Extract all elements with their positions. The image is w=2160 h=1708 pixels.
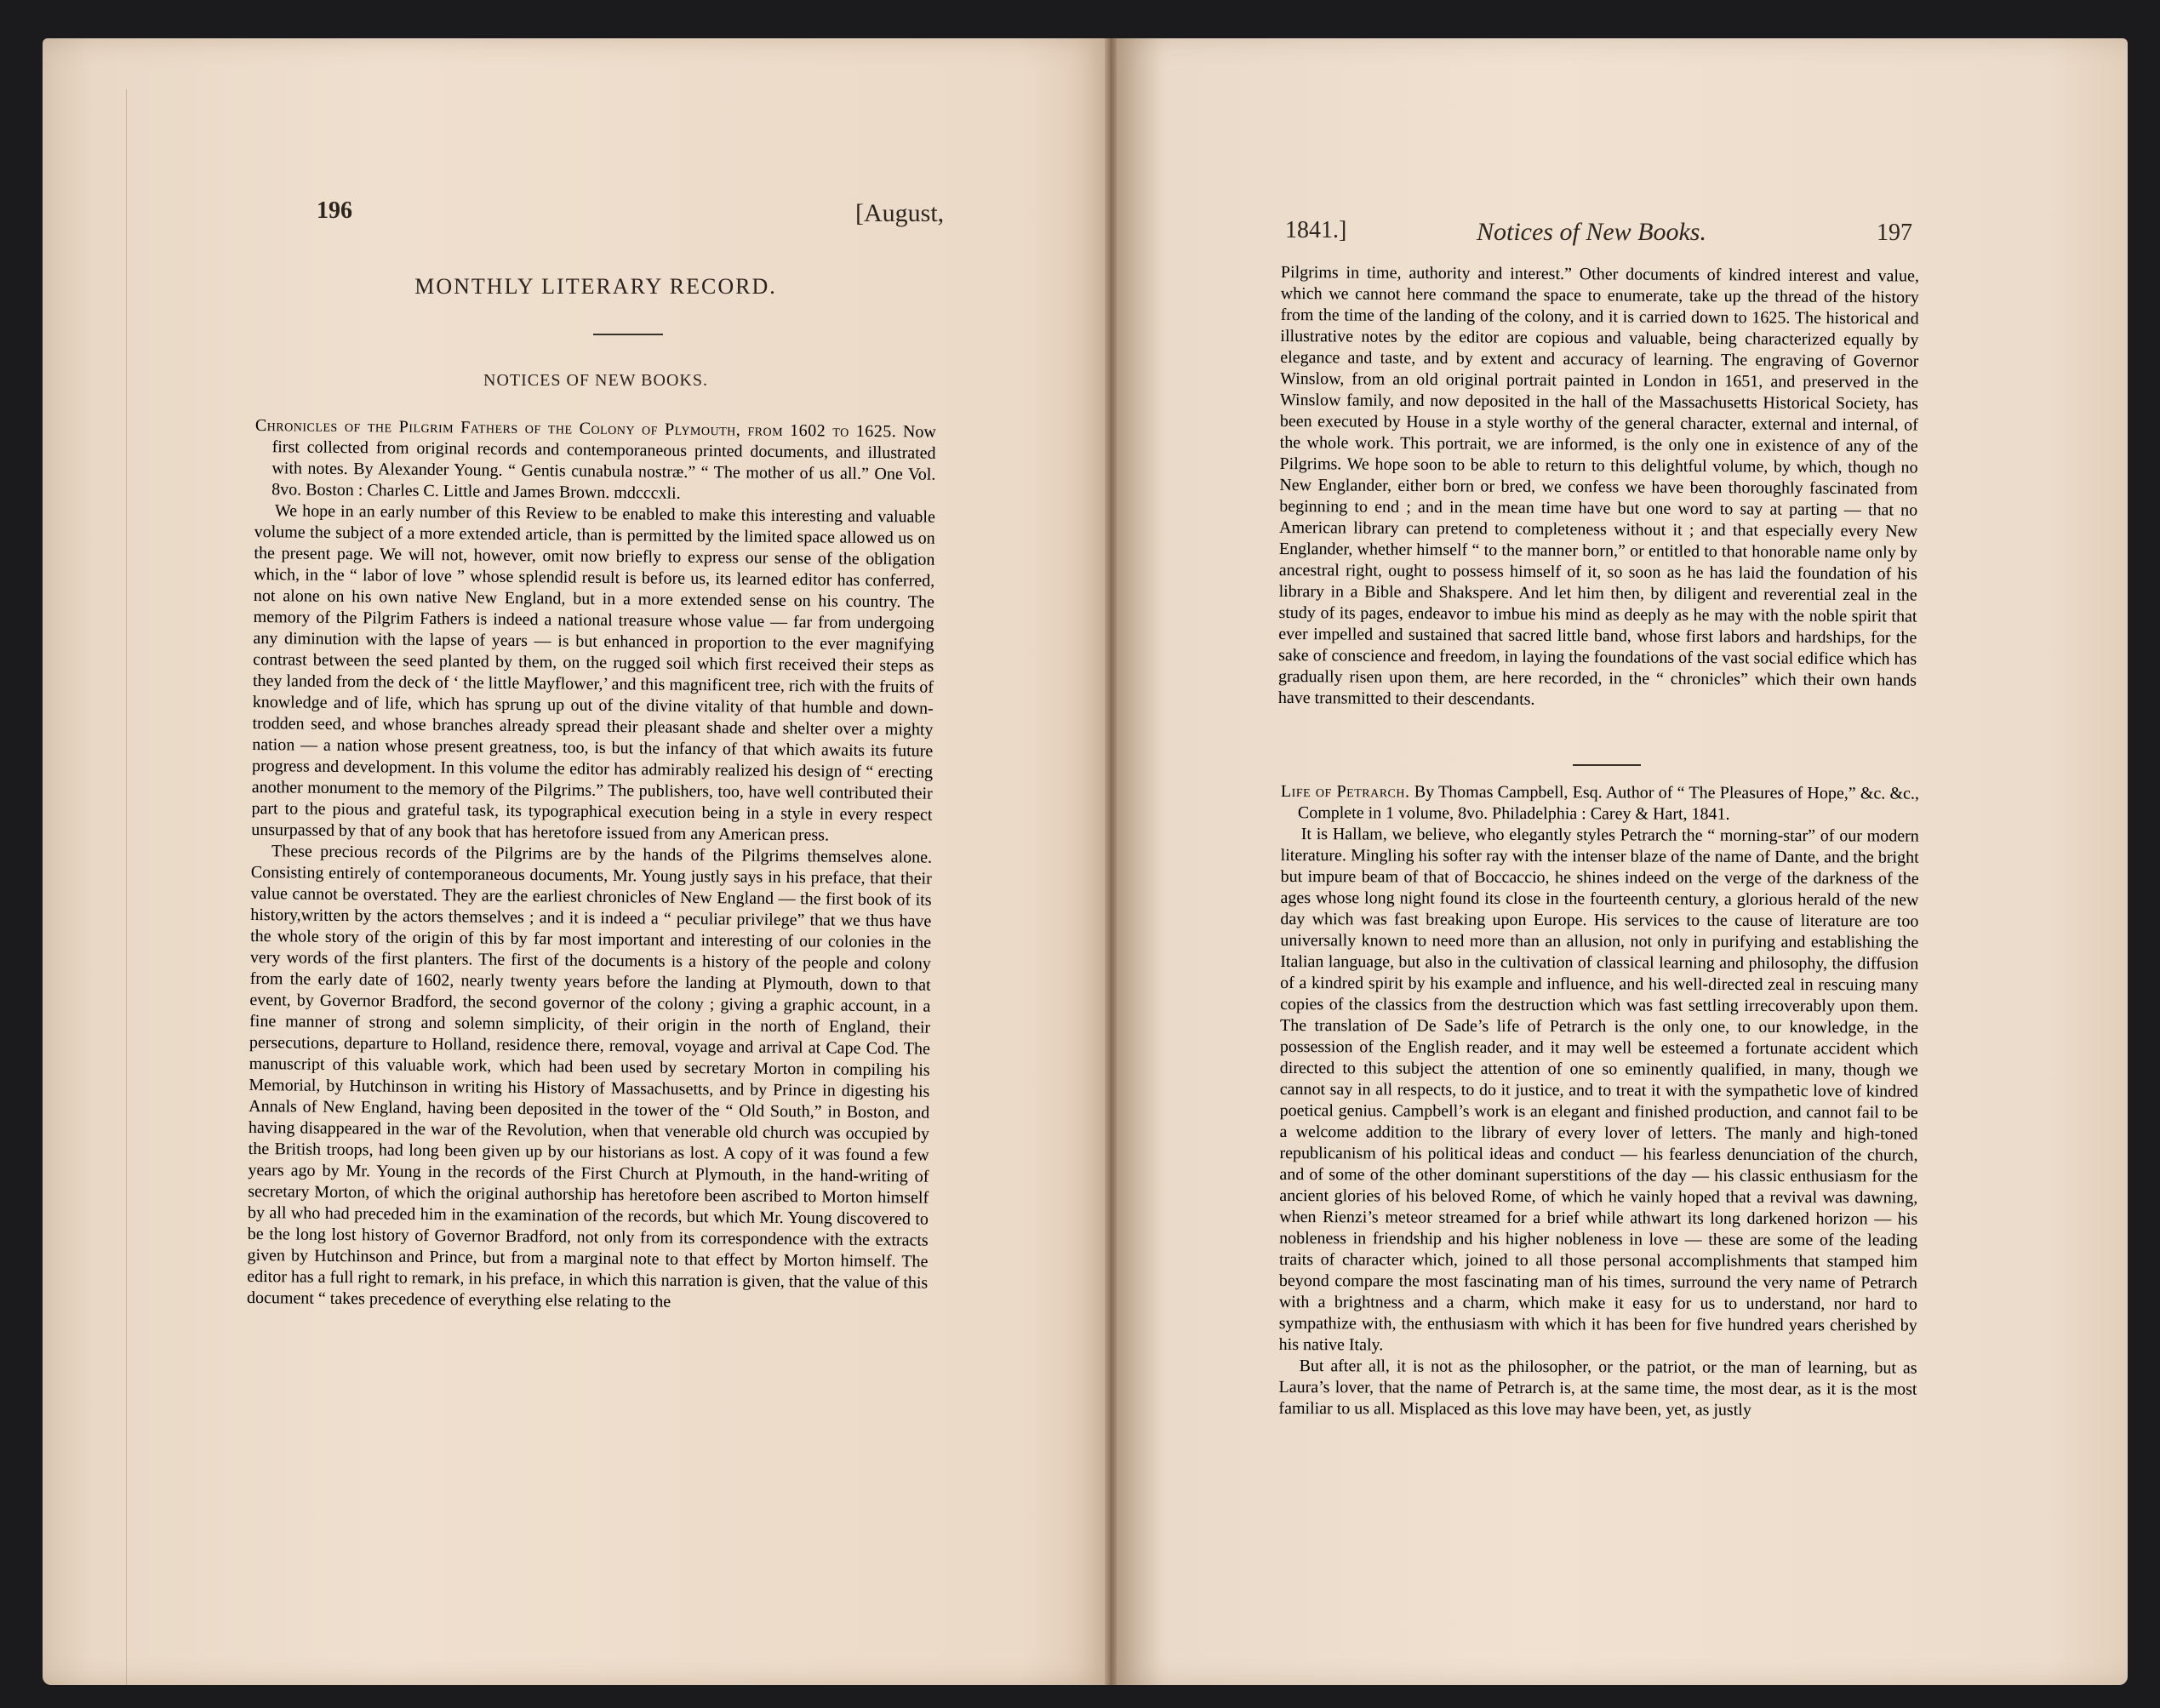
gutter-shadow [1111, 38, 1162, 1685]
book-entry-chronicles [254, 415, 936, 507]
right-running-year: 1841.] [1285, 217, 1347, 243]
paragraph: It is Hallam, we believe, who elegantly styles Petrarch the “ morning-star” of our modern literature. Mingling his softer ray with the intenser blaze of the name of Dante, and the bright but impure beam of that of Boccaccio, he shines indeed on the verge of the darkness of the ages whose long night found its close in the fourteenth century, a glorious herald of the new day which was fast breaking upon Europe. His services to the cause of literature are too universally known to need more than an allusion, not only in purifying and establishing the Italian language, but also in the cultivation of classical learning and philosophy, the diffusion of a kindred spirit by his example and influence, and his well-directed zeal in rescuing many copies of the classics from the destruction which was fast settling irrecoverably upon them. The translation of De Sade’s life of Petrarch is the only one, to our knowledge, in the possession of the English reader, and it may well be esteemed a fortunate accident which directed to this subject the attention of one so eminently qualified, in many, though we cannot say in all respects, to do it justice, and to treat it with the sympathetic love of kindred poetical genius. Campbell’s work is an elegant and finished production, and cannot fail to be a welcome addition to the library of every lover of letters. The manly and high-toned republicanism of his political ideas and conduct — his fearless denunciation of the church, and of some of the other dominant superstitions of the day — his classic enthusiasm for the ancient glories of his beloved Rome, of which he vainly hoped that a revival was dawning, when Rienzi’s meteor streamed for a brief while athwart its long darkened horizon — his nobleness in friendship and his higher nobleness in love — these are some of the leading traits of character which, joined to all those personal accomplishments that stamped him beyond compare the most fascinating man of his times, surround the very name of Petrarch with a brightness and a charm, which make it easy for us to understand, nor hard to sympathize with, the enthusiasm with which it has been for five hundred years cherished by his native Italy. [1278, 825, 1919, 1355]
right-text-column-top [1278, 262, 1919, 713]
left-running-head: [August, [855, 199, 945, 227]
paragraph: We hope in an early number of this Review to be enabled to make this interesting and valuable volume the subject of a more extended article, than is permitted by the limited space allowed us on the present page. We will not, however, omit now briefly to express our sense of the obligation which, in the “ labor of love ” whose splendid result is before us, its learned editor has conferred, not alone on his own native New England, but in a more extended sense on his country. The memory of the Pilgrim Fathers is indeed a national treasure whose value — far from undergoing any diminution with the lapse of years — is but enhanced in proportion to the ever magnifying contrast between the seed planted by them, on the rugged soil which first received their steps as they landed from the deck of ‘ the little Mayflower,’ and this magnificent tree, rich with the fruits of knowledge and of life, which has sprung up out of the divine vitality of that humble and down-trodden seed, and whose branches already spread their pleasant shade and shelter over a mighty nation — a nation whose present greatness, too, is but the infancy of that which awaits its future progress and development. In this volume the editor has admirably realized his design of “ erecting another monument to the memory of the Pilgrims.” The publishers, too, have well contributed their part to the pious and grateful task, its typographical execution being in a style in every respect unsurpassed by that of any book that has heretofore issued from any American press. [251, 501, 935, 845]
book-title: Life of Petrarch. [1280, 782, 1410, 802]
entry-rule [1573, 764, 1641, 766]
left-page-number: 196 [317, 197, 352, 224]
section-heading: MONTHLY LITERARY RECORD. [414, 274, 777, 299]
heading-rule [593, 334, 663, 335]
paragraph: But after all, it is not as the philosopher, or the patriot, or the man of learning, but as Laura’s lover, that the name of Petrarch is, at the same time, the most dear, as it is the most familiar to us all. Misplaced as this love may have been, yet, as justly [1278, 1357, 1917, 1420]
book-title: Chronicles of the Pilgrim Fathers of the Colony of Plymouth, from 1602 to 1625. [254, 415, 897, 442]
right-running-title: Notices of New Books. [1477, 218, 1706, 246]
paragraph: Pilgrims in time, authority and interest.” Other documents of kindred interest and value, which we cannot here command the space to enumerate, take up the thread of the history from the time of the landing of the colony, and it is carried down to 1625. The historical and illustrative notes by the editor are copious and valuable, being characterized equally by elegance and taste, and by extent and accuracy of learning. The engraving of Governor Winslow, from an old original portrait painted in London in 1651, and preserved in the Winslow family, and now deposited in the hall of the Massachusetts Historical Society, has been executed by House in a style worthy of the general character, external and internal, of the whole work. This portrait, we are informed, is the only one in existence of any of the Pilgrims. We hope soon to be able to return to this delightful volume, by which, though no New Englander, either born or bred, we confess we have been thoroughly fascinated from beginning to end ; and in the mean time have but one word to say at parting — that no American library can pretend to completeness without it ; and that especially every New Englander, whether himself “ to the manner born,” or entitled to that honorable name only by ancestral right, ought to possess himself of it, so soon as he has laid the foundation of his library in a Bible and Shakspere. And let him then, by diligent and reverential zeal in the study of its pages, endeavor to imbue his mind as deeply as he may with the noble spirit that ever impelled and sustained that sacred little band, whose first labors and hardships, for the sake of conscience and freedom, in laying the foundations of the vast social edifice which has gradually risen upon them, are here recorded, in the “ chronicles” which their own hands have transmitted to their descendants. [1277, 262, 1919, 709]
paragraph: These precious records of the Pilgrims are by the hands of the Pilgrims themselves alone. Consisting entirely of contemporaneous documents, Mr. Young justly says in his preface, that their value cannot be overstated. They are the earliest chronicles of New England — the first book of its history,written by the actors themselves ; and it is indeed a “ peculiar privilege” that we thus have the whole story of the origin of this by far most important and interesting of our colonies in the very words of the first planters. The first of the documents is a history of the people and colony from the early date of 1602, nearly twenty years before the landing at Plymouth, down to that event, by Governor Bradford, the second governor of the colony ; giving a graphic account, in a fine manner of strong and solemn simplicity, of their origin in the north of England, their persecutions, departure to Holland, residence there, removal, voyage and arrival at Cape Cod. The manuscript of this valuable work, which had been used by secretary Morton in compiling his Memorial, by Hutchinson in writing his History of Massachusetts, and by Prince in digesting his Annals of New England, having been deposited in the tower of the “ Old South,” in Boston, and having disappeared in the war of the Revolution, when that venerable old church was occupied by the British troops, had long been given up by our historians as lost. A copy of it was found a few years ago by Mr. Young in the records of the First Church at Plymouth, in the hand-writing of secretary Morton, of which the original authorship has heretofore been ascribed to Morton himself by all who had preceded him in the examination of the records, but which Mr. Young discovered to be the long lost history of Governor Bradford, not only from its correspondence with the extracts given by Hutchinson and Prince, but from a marginal note to that effect by Morton himself. The editor has a full right to remark, in his preface, in which this narration is given, that the value of this document “ takes precedence of everything else relating to the [246, 842, 933, 1311]
left-text-column [247, 415, 936, 1316]
section-subheading: NOTICES OF NEW BOOKS. [483, 371, 708, 390]
right-page-number: 197 [1877, 220, 1912, 246]
book-citation: By Thomas Campbell, Esq. Author of “ The Pleasures of Hope,” &c. &c., Complete in 1 volume, 8vo. Philadelphia : Carey & Hart, 1841. [1297, 782, 1919, 824]
right-text-column-bottom [1278, 781, 1919, 1422]
book-entry-petrarch [1281, 781, 1919, 826]
page-stack-edge [92, 89, 127, 1685]
book-citation: Now first collected from original records and contemporaneous printed documents, and illustrated with notes. By Alexander Young. “ Gentis cunabula nostræ.” “ The mother of us all.” One Vol. 8vo. Boston : Charles C. Little and James Brown. mdcccxli. [271, 422, 936, 503]
